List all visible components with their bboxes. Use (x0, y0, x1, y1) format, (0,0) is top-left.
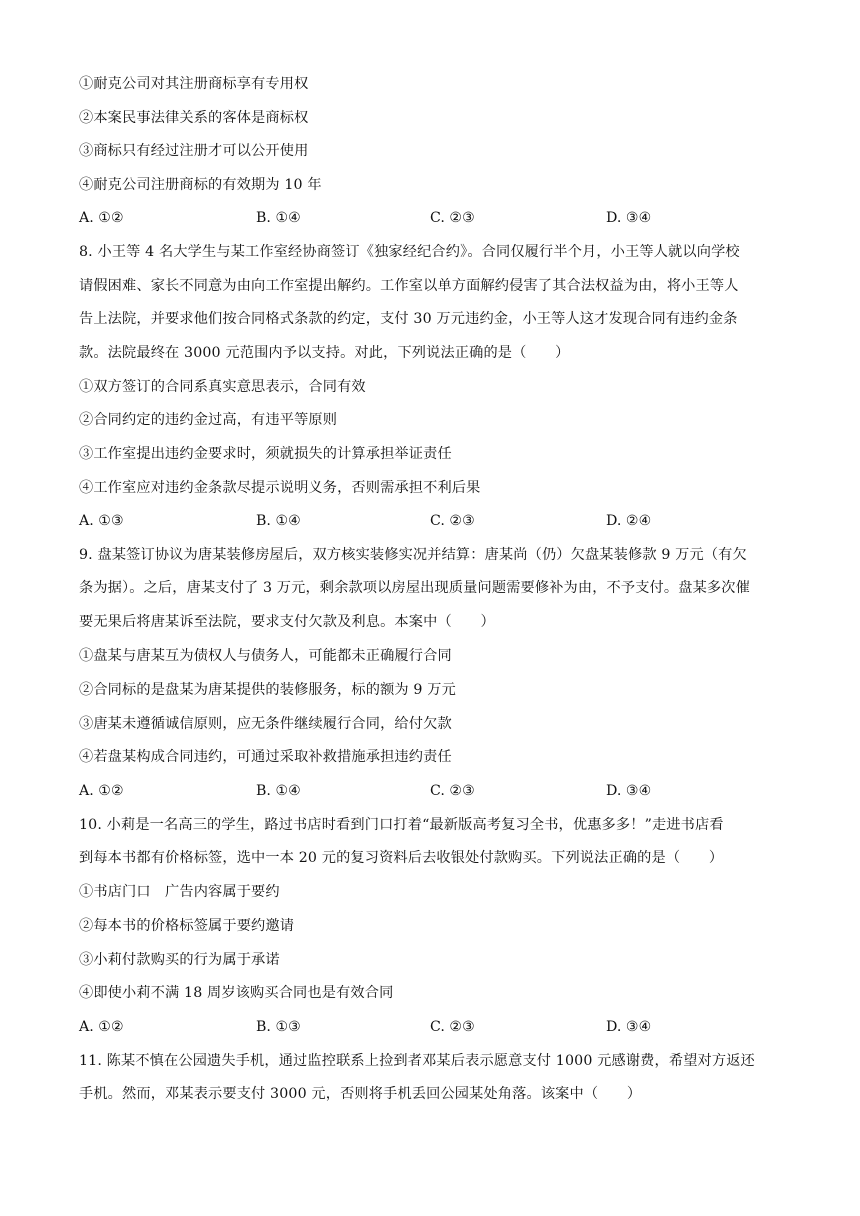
q9-option-b: B. ①④ (256, 783, 301, 799)
q7-option-c: C. ②③ (430, 210, 475, 226)
q10-item-2: ②每本书的价格标签属于要约邀请 (79, 918, 295, 934)
q9-item-2: ②合同标的是盘某为唐某提供的装修服务，标的额为 9 万元 (79, 682, 456, 698)
q10-option-a: A. ①② (79, 1019, 124, 1035)
q8-item-1: ①双方签订的合同系真实意思表示，合同有效 (79, 379, 366, 395)
q9-stem-line-3: 要无果后将唐某诉至法院，要求支付欠款及利息。本案中（ ） (79, 614, 495, 630)
q11-stem-line-2: 手机。然而，邓某表示要支付 3000 元，否则将手机丢回公园某处角落。该案中（ ） (79, 1086, 642, 1102)
q10-option-b: B. ①③ (256, 1019, 301, 1035)
q8-option-a: A. ①③ (79, 513, 124, 529)
q7-item-3: ③商标只有经过注册才可以公开使用 (79, 143, 309, 159)
q10-stem-line-1: 10. 小莉是一名高三的学生，路过书店时看到门口打着“最新版高考复习全书，优惠多多！”走进书店看 (79, 817, 724, 833)
q10-item-3: ③小莉付款购买的行为属于承诺 (79, 952, 280, 968)
q10-option-d: D. ③④ (606, 1019, 652, 1035)
q9-stem-line-1: 9. 盘某签订协议为唐某装修房屋后，双方核实装修实况并结算：唐某尚（仍）欠盘某装修款 9 万元（有欠 (79, 547, 747, 563)
q9-item-1: ①盘某与唐某互为债权人与债务人，可能都未正确履行合同 (79, 648, 452, 664)
q9-option-a: A. ①② (79, 783, 124, 799)
q10-option-c: C. ②③ (430, 1019, 475, 1035)
q7-item-1: ①耐克公司对其注册商标享有专用权 (79, 76, 309, 92)
q8-stem-line-1: 8. 小王等 4 名大学生与某工作室经协商签订《独家经纪合约》。合同仅履行半个月，小王等人就以向学校 (79, 244, 740, 260)
q8-item-4: ④工作室应对违约金条款尽提示说明义务，否则需承担不利后果 (79, 480, 481, 496)
q10-item-1: ①书店门口 广告内容属于要约 (79, 884, 280, 900)
q8-stem-line-4: 款。法院最终在 3000 元范围内予以支持。对此，下列说法正确的是（ ） (79, 345, 570, 361)
q8-option-d: D. ②④ (606, 513, 652, 529)
q10-stem-line-2: 到每本书都有价格标签，选中一本 20 元的复习资料后去收银处付款购买。下列说法正确的是（ ） (79, 850, 724, 866)
q9-option-d: D. ③④ (606, 783, 652, 799)
q7-item-2: ②本案民事法律关系的客体是商标权 (79, 110, 309, 126)
q8-option-b: B. ①④ (256, 513, 301, 529)
q8-item-2: ②合同约定的违约金过高，有违平等原则 (79, 412, 338, 428)
q8-stem-line-3: 告上法院，并要求他们按合同格式条款的约定，支付 30 万元违约金，小王等人这才发现合同有违约金条 (79, 311, 738, 327)
q8-option-c: C. ②③ (430, 513, 475, 529)
q9-stem-line-2: 条为据）。之后，唐某支付了 3 万元，剩余款项以房屋出现质量问题需要修补为由，不予支付。盘某多次催 (79, 580, 750, 596)
q9-item-3: ③唐某未遵循诚信原则，应无条件继续履行合同，给付欠款 (79, 716, 452, 732)
q7-item-4: ④耐克公司注册商标的有效期为 10 年 (79, 177, 322, 193)
q9-option-c: C. ②③ (430, 783, 475, 799)
q10-item-4: ④即使小莉不满 18 周岁该购买合同也是有效合同 (79, 985, 394, 1001)
q7-option-d: D. ③④ (606, 210, 652, 226)
q7-option-a: A. ①② (79, 210, 124, 226)
q8-stem-line-2: 请假困难、家长不同意为由向工作室提出解约。工作室以单方面解约侵害了其合法权益为由，将小王等人 (79, 278, 739, 294)
q11-stem-line-1: 11. 陈某不慎在公园遗失手机，通过监控联系上捡到者邓某后表示愿意支付 1000 元感谢费，希望对方返还 (79, 1053, 755, 1069)
q7-option-b: B. ①④ (256, 210, 301, 226)
q8-item-3: ③工作室提出违约金要求时，须就损失的计算承担举证责任 (79, 446, 452, 462)
q9-item-4: ④若盘某构成合同违约，可通过采取补救措施承担违约责任 (79, 749, 452, 765)
